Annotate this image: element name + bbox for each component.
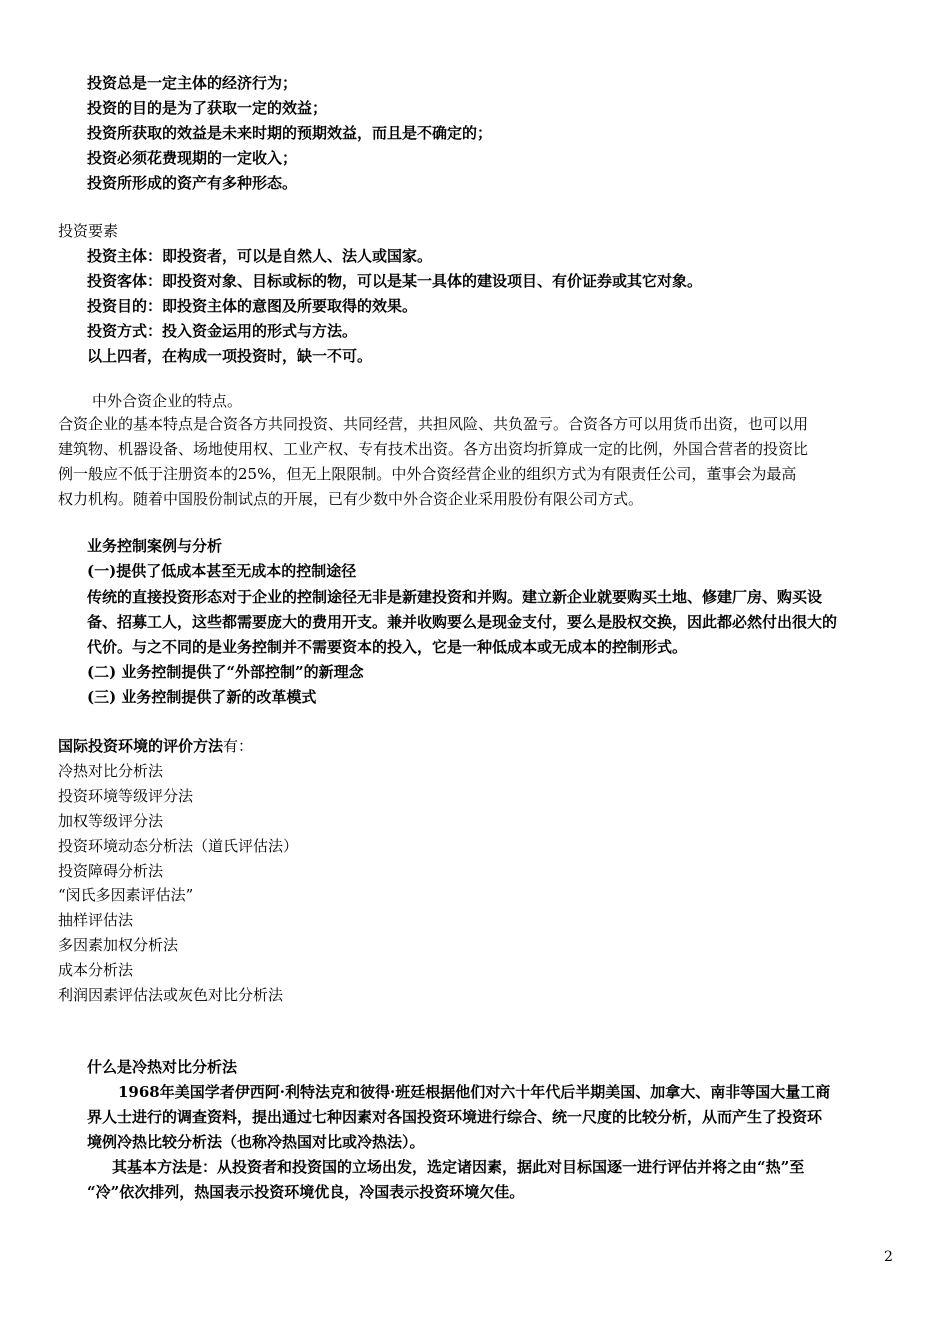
characteristic-item: 投资所形成的资产有多种形态。: [87, 174, 298, 192]
evaluation-method: 多因素加权分析法: [58, 936, 179, 954]
evaluation-heading: [58, 734, 253, 758]
business-control-point: (二) 业务控制提供了“外部控制”的新理念: [87, 663, 364, 681]
characteristic-item: 投资必须花费现期的一定收入；: [87, 149, 298, 167]
evaluation-method: 利润因素评估法或灰色对比分析法: [58, 986, 284, 1004]
business-control-line: 传统的直接投资形态对于企业的控制途径无非是新建投资和并购。建立新企业就要购买土地、修建厂房、购买设: [87, 588, 823, 606]
cold-hot-para2-line: 其基本方法是：从投资者和投资国的立场出发，选定诸因素，据此对目标国逐一进行评估并将之由“热”至: [112, 1158, 805, 1176]
cold-hot-para1-line: 境例冷热比较分析法（也称冷热国对比或冷热法）。: [87, 1133, 425, 1151]
evaluation-method: 冷热对比分析法: [58, 762, 164, 780]
evaluation-heading-bold: 国际投资环境的评价方法: [58, 737, 224, 755]
cold-hot-para1-line: 1968年美国学者伊西阿·利特法克和彼得·班廷根据他们对六十年代后半期美国、加拿大、南非等国大量工商: [118, 1083, 831, 1101]
evaluation-method: 投资环境等级评分法: [58, 787, 194, 805]
business-control-line: 备、招募工人，这些都需要庞大的费用开支。兼并收购要么是现金支付，要么是股权交换，因此都必然付出很大的: [87, 613, 838, 631]
element-item: 以上四者，在构成一项投资时，缺一不可。: [87, 347, 373, 365]
evaluation-heading-tail: 有：: [223, 737, 254, 755]
joint-venture-line: 权力机构。随着中国股份制试点的开展，已有少数中外合资企业采用股份有限公司方式。: [58, 490, 644, 508]
element-item: 投资客体：即投资对象、目标或标的物，可以是某一具体的建设项目、有价证券或其它对象。: [87, 272, 703, 290]
evaluation-method: “闵氏多因素评估法”: [58, 886, 194, 904]
evaluation-method: 成本分析法: [58, 961, 134, 979]
elements-heading: 投资要素: [58, 222, 119, 240]
evaluation-method: 投资环境动态分析法（道氏评估法）: [58, 837, 299, 855]
business-control-heading: 业务控制案例与分析: [87, 537, 223, 555]
joint-venture-line: 例一般应不低于注册资本的25%，但无上限限制。中外合资经营企业的组织方式为有限责任公司，董事会为最高: [58, 465, 797, 483]
joint-venture-line: 建筑物、机器设备、场地使用权、工业产权、专有技术出资。各方出资均折算成一定的比例，外国合营者的投资比: [58, 440, 809, 458]
cold-hot-heading: 什么是冷热对比分析法: [87, 1058, 238, 1076]
characteristic-item: 投资的目的是为了获取一定的效益；: [87, 99, 328, 117]
business-control-point: (一)提供了低成本甚至无成本的控制途径: [87, 562, 357, 580]
joint-venture-heading: 中外合资企业的特点。: [92, 392, 243, 410]
characteristic-item: 投资总是一定主体的经济行为；: [87, 74, 298, 92]
element-item: 投资主体：即投资者，可以是自然人、法人或国家。: [87, 247, 433, 265]
cold-hot-para2-line: “冷”依次排列，热国表示投资环境优良，冷国表示投资环境欠佳。: [87, 1183, 525, 1201]
characteristic-item: 投资所获取的效益是未来时期的预期效益，而且是不确定的；: [87, 124, 493, 142]
cold-hot-para1-line: 界人士进行的调查资料，提出通过七种因素对各国投资环境进行综合、统一尺度的比较分析，从而产生了投资环: [87, 1108, 823, 1126]
element-item: 投资方式：投入资金运用的形式与方法。: [87, 322, 358, 340]
business-control-point: (三) 业务控制提供了新的改革模式: [87, 688, 317, 706]
evaluation-method: 投资障碍分析法: [58, 862, 164, 880]
evaluation-method: 加权等级评分法: [58, 812, 164, 830]
business-control-line: 代价。与之不同的是业务控制并不需要资本的投入，它是一种低成本或无成本的控制形式。: [87, 638, 688, 656]
element-item: 投资目的：即投资主体的意图及所要取得的效果。: [87, 297, 418, 315]
joint-venture-line: 合资企业的基本特点是合资各方共同投资、共同经营，共担风险、共负盈亏。合资各方可以用货币出资，也可以用: [58, 415, 809, 433]
page-number: 2: [884, 1249, 893, 1265]
evaluation-method: 抽样评估法: [58, 911, 134, 929]
